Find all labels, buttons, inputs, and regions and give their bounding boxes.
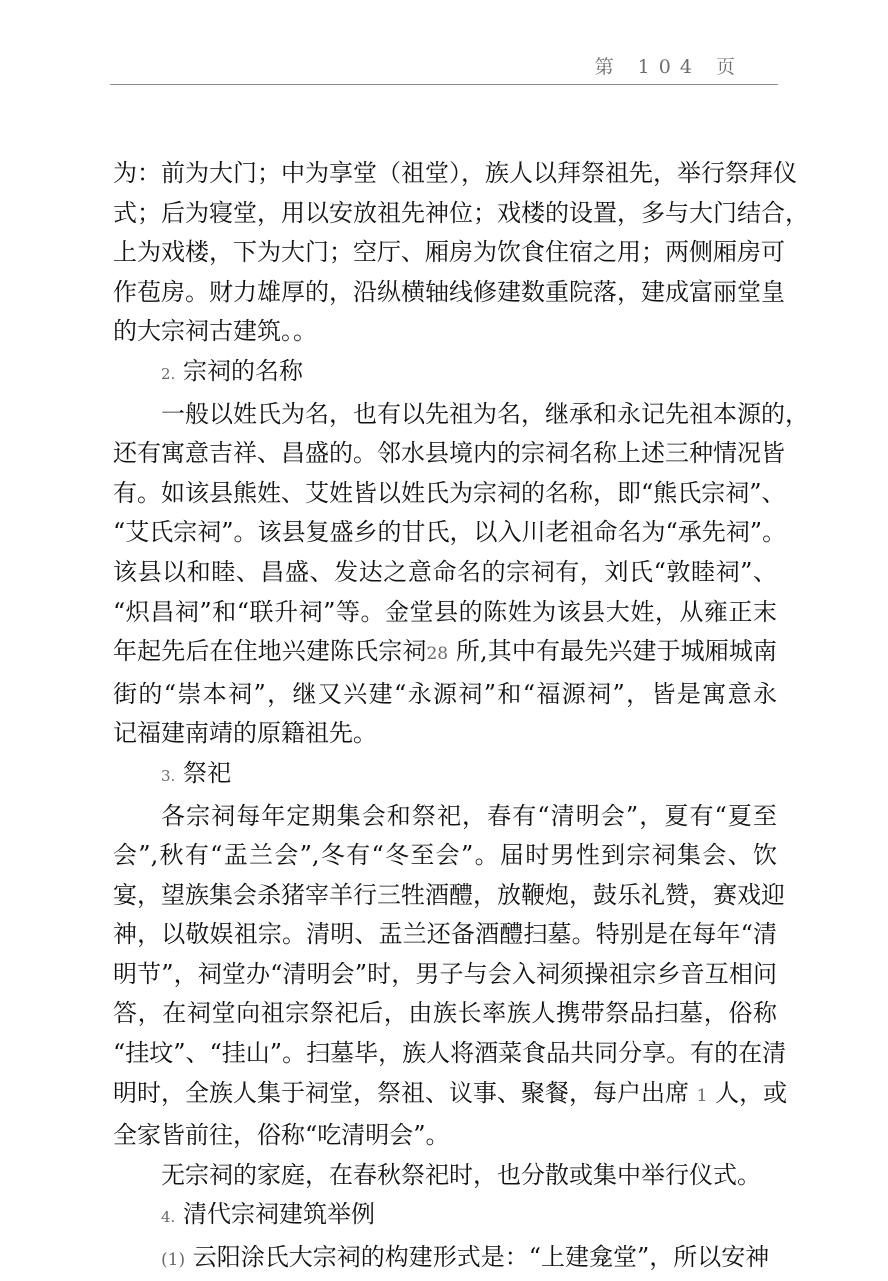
text-segment: 年起先后在住地兴建陈氏宗祠 <box>113 637 427 666</box>
text-line: 会”,秋有“盂兰会”,冬有“冬至会”。届时男性到宗祠集会、饮 <box>113 841 777 870</box>
text-line: “艾氏宗祠”。该县复盛乡的甘氏，以入川老祖命名为“承先祠”。 <box>113 518 787 547</box>
text-line: 作苞房。财力雄厚的，沿纵横轴线修建数重院落，建成富丽堂皇 <box>113 277 785 306</box>
text-line: 该县以和睦、昌盛、发达之意命名的宗祠有，刘氏“敦睦祠”、 <box>113 557 777 586</box>
text-line: 有。如该县熊姓、艾姓皆以姓氏为宗祠的名称，即“熊氏宗祠”、 <box>113 478 786 507</box>
text-line: 答，在祠堂向祖宗祭祀后，由族长率族人携带祭品扫墓，俗称 <box>113 999 777 1028</box>
text-line <box>113 632 777 675</box>
page-header <box>110 48 778 85</box>
text-line: 的大宗祠古建筑。。 <box>113 317 317 346</box>
section-heading <box>113 754 777 797</box>
text-line: 记福建南靖的原籍祖先。 <box>113 719 377 748</box>
body-text <box>113 154 809 1281</box>
section-title: 清代宗祠建筑举例 <box>182 1200 375 1229</box>
section-title: 祭祀 <box>182 758 231 787</box>
text-line: 一般以姓氏为名，也有以先祖为名，继承和永记先祖本源的， <box>161 399 809 428</box>
text-line: 为：前为大门；中为享堂（祖堂），族人以拜祭祖先，举行祭拜仪 <box>113 159 797 187</box>
section-heading <box>113 1195 777 1238</box>
item-number: (1) <box>161 1250 186 1271</box>
text-line: 宴，望族集会杀猪宰羊行三牲酒醴，放鞭炮，鼓乐礼赞，赛戏迎 <box>113 880 785 909</box>
text-line: “挂坟”、“挂山”。扫墓毕，族人将酒菜食品共同分享。有的在清 <box>113 1039 787 1068</box>
list-item <box>113 1238 777 1281</box>
text-line: 明节”，祠堂办“清明会”时，男子与会入祠须操祖宗乡音互相问 <box>113 959 777 988</box>
text-segment: 明时，全族人集于祠堂，祭祖、议事、聚餐，每户出席 <box>113 1078 689 1107</box>
text-line: 还有寓意吉祥、昌盛的。邻水县境内的宗祠名称上述三种情况皆 <box>113 439 785 468</box>
section-number: 2. <box>161 364 176 383</box>
text-line: 各宗祠每年定期集会和祭祀，春有“清明会”，夏有“夏至 <box>161 801 777 830</box>
count-number: 1 <box>696 1085 708 1106</box>
text-line: 无宗祠的家庭，在春秋祭祀时，也分散或集中举行仪式。 <box>161 1160 761 1189</box>
text-segment: 人，或 <box>715 1078 788 1107</box>
section-heading <box>113 352 777 395</box>
text-line: 式；后为寝堂，用以安放祖先神位；戏楼的设置，多与大门结合， <box>113 198 809 227</box>
text-segment: 所,其中有最先兴建于城厢城南 <box>455 637 777 666</box>
item-text: 云阳涂氏大宗祠的构建形式是：“上建龛堂”，所以安神 <box>192 1243 770 1272</box>
text-line: 上为戏楼，下为大门；空厅、厢房为饮食住宿之用；两侧厢房可 <box>113 238 785 267</box>
text-line: 神，以敬娱祖宗。清明、盂兰还备酒醴扫墓。特别是在每年“清 <box>113 920 777 949</box>
section-title: 宗祠的名称 <box>182 356 303 385</box>
text-line: “炽昌祠”和“联升祠”等。金堂县的陈姓为该县大姓，从雍正末 <box>113 597 777 626</box>
section-number: 3. <box>161 766 176 785</box>
section-number: 4. <box>161 1208 176 1227</box>
page-number: 第 104 页 <box>594 56 744 78</box>
text-line <box>113 1074 788 1117</box>
text-line: 全家皆前往，俗称“吃清明会”。 <box>113 1121 450 1150</box>
count-number: 28 <box>426 644 449 665</box>
text-line: 街的“崇本祠”，继又兴建“永源祠”和“福源祠”，皆是寓意永 <box>113 679 777 708</box>
